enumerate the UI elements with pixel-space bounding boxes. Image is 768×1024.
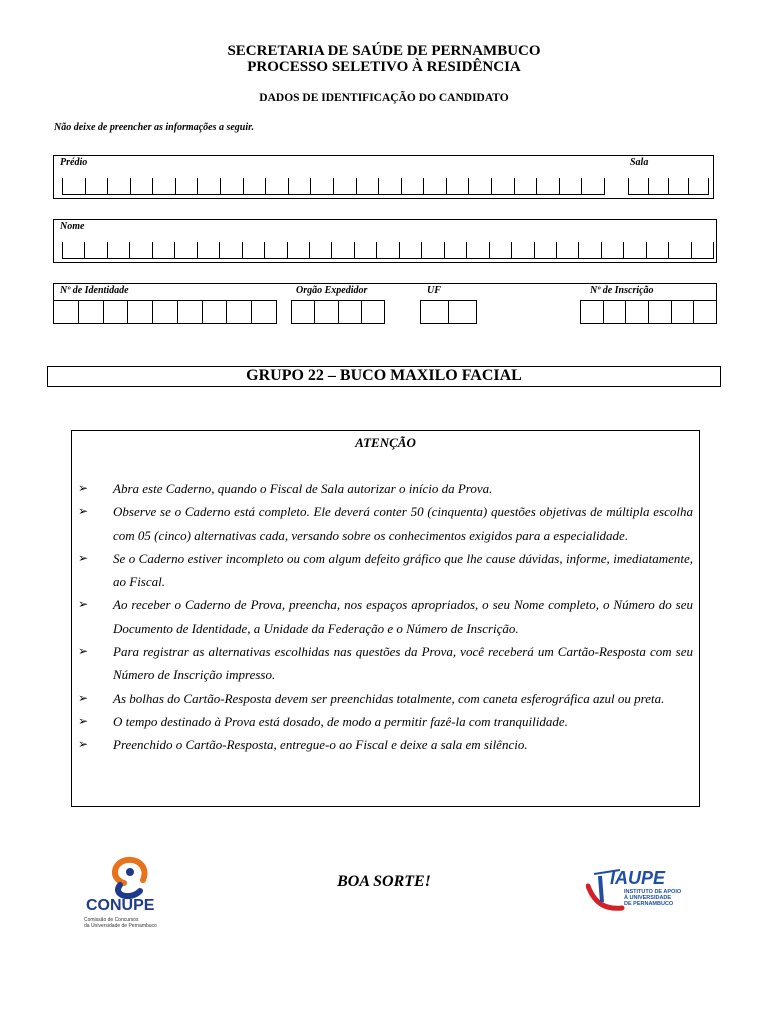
iaupe-logo — [586, 868, 696, 914]
arrow-bullet-icon: ➢ — [78, 737, 89, 752]
iaupe-name: IAUPE — [610, 868, 666, 888]
orgao-input-cells[interactable] — [291, 300, 385, 324]
arrow-bullet-icon: ➢ — [78, 597, 89, 612]
conupe-logo — [80, 855, 180, 933]
iaupe-caption: INSTITUTO DE APOIO À UNIVERSIDADE DE PERNAMBUCO — [624, 889, 682, 907]
identidade-input-cells[interactable] — [53, 300, 277, 324]
arrow-bullet-icon: ➢ — [78, 644, 89, 659]
sala-label: Sala — [630, 157, 649, 168]
good-luck-text: BOA SORTE! — [337, 873, 431, 890]
conupe-name: CONUPE — [86, 897, 155, 914]
form-subtitle: DADOS DE IDENTIFICAÇÃO DO CANDIDATO — [259, 92, 509, 104]
arrow-bullet-icon: ➢ — [78, 690, 89, 705]
attention-item: ➢ Para registrar as alternativas escolhidas nas questões da Prova, você receberá um Cartão-Resposta com seu Número de Inscrição impresso. — [78, 640, 693, 687]
nome-box — [53, 219, 717, 263]
uf-input-cells[interactable] — [420, 300, 477, 324]
ident-box — [53, 283, 717, 301]
nome-label: Nome — [60, 221, 85, 232]
grupo-title: GRUPO 22 – BUCO MAXILO FACIAL — [47, 366, 721, 387]
predio-sala-box — [53, 155, 714, 199]
attention-item: ➢ Ao receber o Caderno de Prova, preencha, nos espaços apropriados, o seu Nome completo, o Número do seu Documento de Identidade, a Unidade da Federação e o Número de Inscrição. — [78, 593, 693, 640]
predio-label: Prédio — [60, 157, 88, 168]
uf-label: UF — [427, 285, 441, 296]
predio-input-cells[interactable] — [62, 178, 605, 195]
attention-list — [78, 477, 693, 757]
arrow-bullet-icon: ➢ — [78, 504, 89, 519]
attention-item: ➢ Abra este Caderno, quando o Fiscal de Sala autorizar o início da Prova. — [78, 477, 693, 500]
conupe-caption: Comissão de Concursos da Universidade de Pernambuco — [84, 917, 157, 929]
attention-item: ➢ O tempo destinado à Prova está dosado, de modo a permitir fazê-la com tranquilidade. — [78, 710, 693, 733]
attention-item: ➢ Preenchido o Cartão-Resposta, entregue-o ao Fiscal e deixe a sala em silêncio. — [78, 733, 693, 756]
orgao-label: Orgão Expedidor — [296, 285, 368, 296]
inscricao-input-cells[interactable] — [580, 300, 717, 324]
attention-title: ATENÇÃO — [355, 435, 416, 450]
header-line-1: SECRETARIA DE SAÚDE DE PERNAMBUCO — [227, 43, 541, 59]
identidade-label: Nº de Identidade — [60, 285, 129, 296]
arrow-bullet-icon: ➢ — [78, 550, 89, 565]
nome-input-cells[interactable] — [62, 242, 714, 259]
attention-item: ➢ Se o Caderno estiver incompleto ou com algum defeito gráfico que lhe cause dúvidas, informe, imediatamente, ao Fiscal. — [78, 547, 693, 594]
header-line-2: PROCESSO SELETIVO À RESIDÊNCIA — [247, 59, 521, 75]
arrow-bullet-icon: ➢ — [78, 481, 89, 495]
attention-box — [71, 430, 700, 807]
inscricao-label: Nº de Inscrição — [590, 285, 654, 296]
sala-input-cells[interactable] — [628, 178, 709, 195]
fill-instruction: Não deixe de preencher as informações a seguir. — [54, 122, 254, 133]
attention-item: ➢ Observe se o Caderno está completo. Ele deverá conter 50 (cinquenta) questões objetivas de múltipla escolha com 05 (cinco) alternativas cada, versando sobre os conhecimentos exigidos para a especialidade. — [78, 500, 693, 547]
arrow-bullet-icon: ➢ — [78, 713, 89, 728]
attention-item: ➢ As bolhas do Cartão-Resposta devem ser preenchidas totalmente, com caneta esferográfica azul ou preta. — [78, 687, 693, 710]
